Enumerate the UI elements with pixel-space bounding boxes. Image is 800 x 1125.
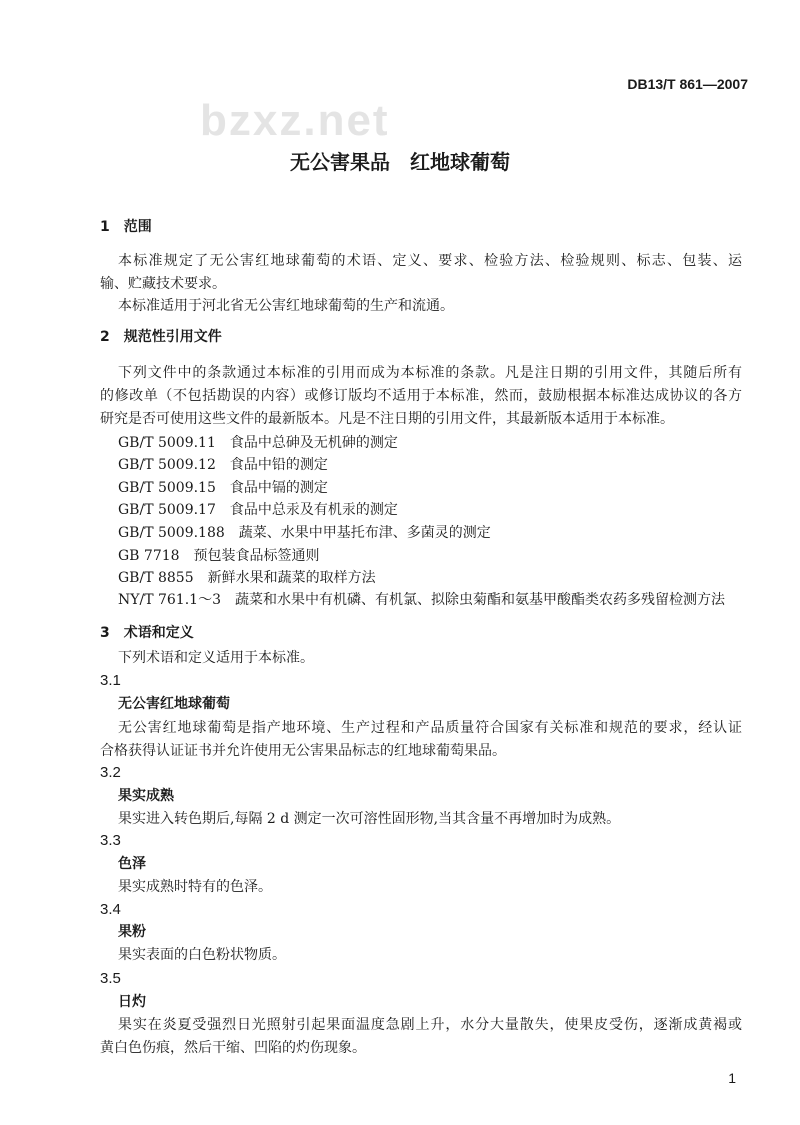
watermark: bzxz.net: [200, 96, 390, 145]
term-number: 3.3: [100, 832, 121, 849]
term-definition: 合格获得认证证书并允许使用无公害果品标志的红地球葡萄果品。: [100, 743, 506, 759]
section-heading-terms: 3 术语和定义: [100, 625, 194, 641]
reference-item: GB/T 8855 新鲜水果和蔬菜的取样方法: [118, 570, 376, 586]
term-definition: 黄白色伤痕，然后干缩、凹陷的灼伤现象。: [100, 1040, 366, 1056]
paragraph-line: 的修改单（不包括勘误的内容）或修订版均不适用于本标准，然而，鼓励根据本标准达成协议的各方: [100, 388, 742, 404]
reference-item: GB/T 5009.15 食品中镉的测定: [118, 480, 328, 496]
section-heading-scope: 1 范围: [100, 219, 152, 235]
paragraph-line: 研究是否可使用这些文件的最新版本。凡是不注日期的引用文件，其最新版本适用于本标准。: [100, 411, 674, 427]
term-number: 3.5: [100, 970, 121, 987]
paragraph-line: 下列文件中的条款通过本标准的引用而成为本标准的条款。凡是注日期的引用文件，其随后所有: [118, 365, 742, 381]
term-number: 3.4: [100, 901, 121, 918]
paragraph-line: 本标准规定了无公害红地球葡萄的术语、定义、要求、检验方法、检验规则、标志、包装、运: [118, 253, 742, 269]
term-definition: 果实进入转色期后,每隔 2 d 测定一次可溶性固形物,当其含量不再增加时为成熟。: [118, 811, 621, 827]
term-title: 无公害红地球葡萄: [118, 696, 230, 712]
reference-item: GB/T 5009.17 食品中总汞及有机汞的测定: [118, 502, 398, 518]
term-definition: 果实在炎夏受强烈日光照射引起果面温度急剧上升，水分大量散失，使果皮受伤，逐渐成黄褐或: [118, 1017, 742, 1033]
term-definition: 果实成熟时特有的色泽。: [118, 879, 272, 895]
term-definition: 果实表面的白色粉状物质。: [118, 947, 286, 963]
term-title: 色泽: [118, 856, 146, 872]
term-definition: 无公害红地球葡萄是指产地环境、生产过程和产品质量符合国家有关标准和规范的要求，经认证: [118, 720, 742, 736]
term-title: 日灼: [118, 994, 146, 1010]
reference-item: GB/T 5009.12 食品中铅的测定: [118, 457, 328, 473]
reference-item: GB/T 5009.11 食品中总砷及无机砷的测定: [118, 435, 398, 451]
section-heading-references: 2 规范性引用文件: [100, 329, 222, 345]
paragraph-line: 本标准适用于河北省无公害红地球葡萄的生产和流通。: [118, 298, 454, 314]
term-title: 果实成熟: [118, 788, 174, 804]
term-title: 果粉: [118, 924, 146, 940]
paragraph-line: 下列术语和定义适用于本标准。: [118, 650, 314, 666]
term-number: 3.2: [100, 764, 121, 781]
standard-number: DB13/T 861—2007: [627, 76, 748, 92]
document-title: 无公害果品 红地球葡萄: [290, 150, 510, 174]
reference-item: NY/T 761.1～3 蔬菜和水果中有机磷、有机氯、拟除虫菊酯和氨基甲酸酯类农药多残留检测方法: [118, 592, 725, 608]
term-number: 3.1: [100, 672, 121, 689]
page-number: 1: [728, 1070, 736, 1086]
reference-item: GB 7718 预包装食品标签通则: [118, 548, 320, 564]
paragraph-line: 输、贮藏技术要求。: [100, 276, 226, 292]
reference-item: GB/T 5009.188 蔬菜、水果中甲基托布津、多菌灵的测定: [118, 525, 491, 541]
